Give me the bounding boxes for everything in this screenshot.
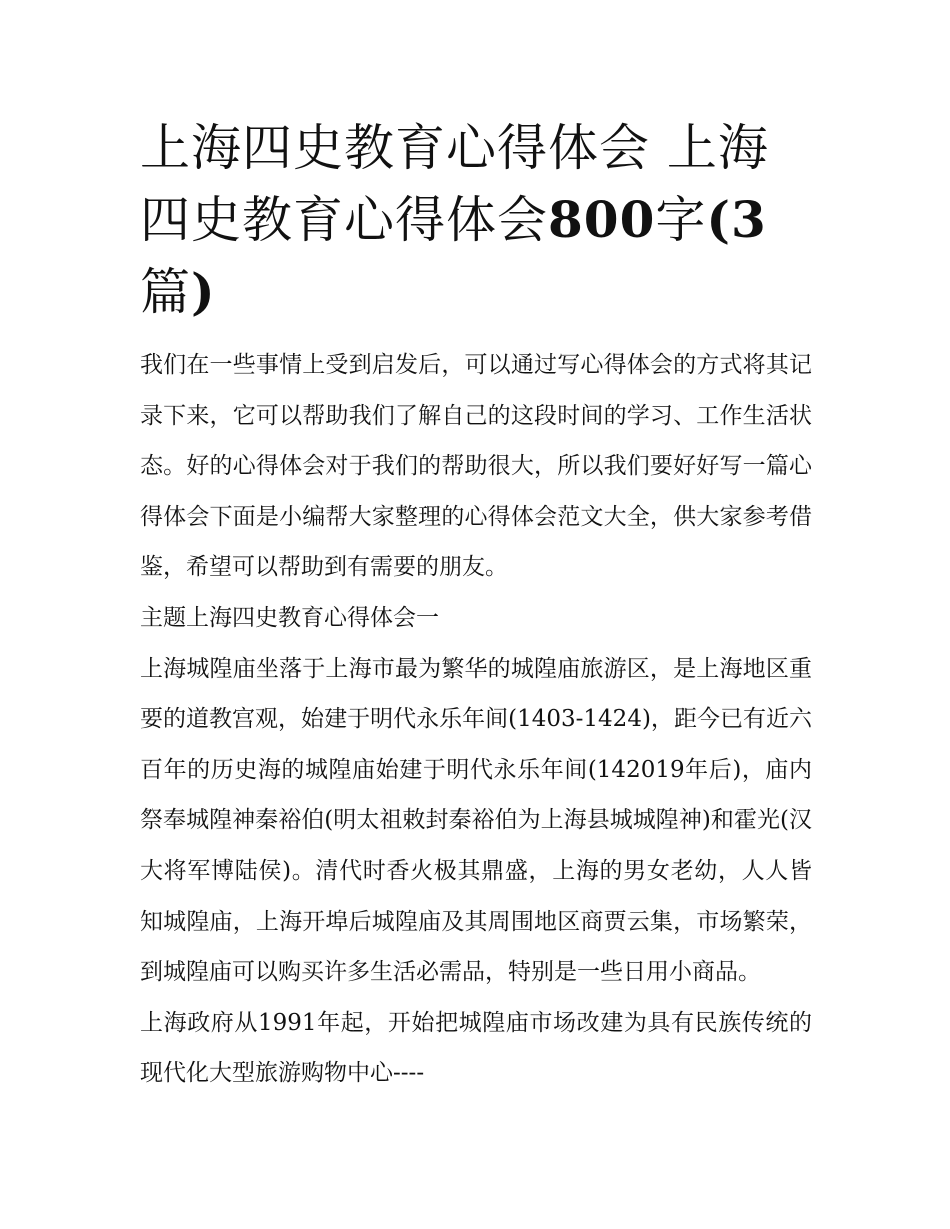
document-title	[140, 112, 812, 328]
body-paragraph: 上海政府从1991年起，开始把城隍庙市场改建为具有民族传统的现代化大型旅游购物中心----	[140, 1009, 812, 1087]
title-part: 上海四史教育心得体会 上海四史教育心得体会	[140, 119, 769, 249]
title-part: (3	[706, 190, 767, 249]
body-paragraph: 上海城隍庙坐落于上海市最为繁华的城隍庙旅游区，是上海地区重要的道教宫观，始建于明代永乐年间(1403-1424)，距今已有近六百年的历史海的城隍庙始建于明代永乐年间(142019年后)，庙内祭奉城隍神秦裕伯(明太祖敕封秦裕伯为上海县城城隍神)和霍光(汉大将军博陆侯)。清代时香火极其鼎盛，上海的男女老幼，人人皆知城隍庙，上海开埠后城隍庙及其周围地区商贾云集，市场繁荣，到城隍庙可以购买许多生活必需品，特别是一些日用小商品。	[140, 655, 812, 986]
title-part: 800	[548, 190, 656, 249]
document-page	[140, 112, 812, 1099]
title-part: 字	[655, 191, 707, 249]
title-part: 篇	[140, 263, 191, 321]
document-body	[140, 340, 812, 1099]
intro-paragraph: 我们在一些事情上受到启发后，可以通过写心得体会的方式将其记录下来，它可以帮助我们了解自己的这段时间的学习、工作生活状态。好的心得体会对于我们的帮助很大，所以我们要好好写一篇心得体会下面是小编帮大家整理的心得体会范文大全，供大家参考借鉴，希望可以帮助到有需要的朋友。	[140, 352, 812, 581]
title-part: )	[191, 262, 216, 321]
section-heading: 主题上海四史教育心得体会一	[140, 604, 439, 631]
